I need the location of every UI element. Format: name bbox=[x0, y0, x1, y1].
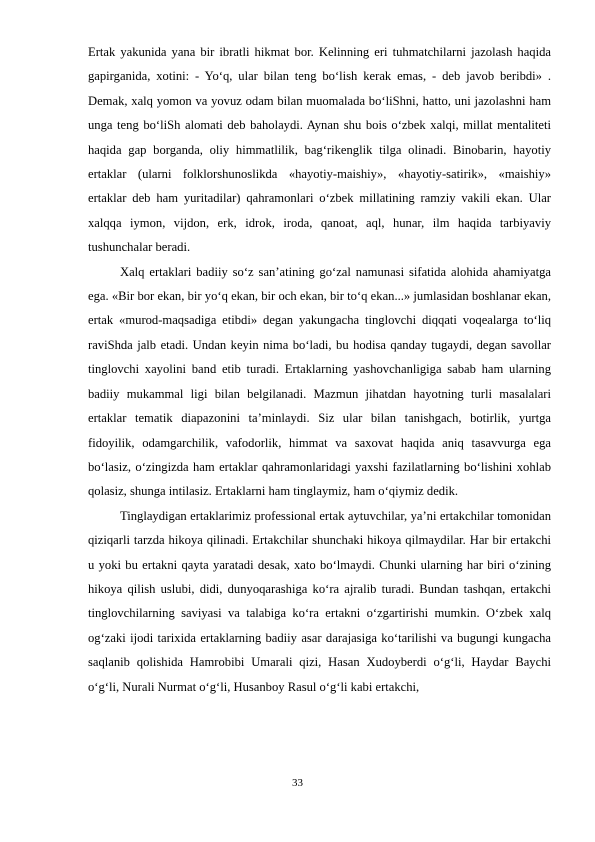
page-number: 33 bbox=[292, 777, 303, 789]
paragraph: Ertak yakunida yana bir ibratli hikmat bor. Kelinning eri tuhmatchilarni jazolash haqida gapirganida, xotini: - Yo‘q, ular bilan teng bo‘lish kerak emas, - deb javob beribdi» . Demak, xalq yomon va yovuz odam bilan muomalada bo‘liShni, hatto, uni jazolashni ham unga teng bo‘liSh alomati deb baholaydi. Aynan shu bois o‘zbek xalqi, millat mentaliteti haqida gap borganda, oliy himmatlilik, bag‘rikenglik tilga olinadi. Binobarin, hayotiy ertaklar (ularni folklorshunoslikda «hayotiy-maishiy», «hayotiy-satirik», «maishiy» ertaklar deb ham yuritadilar) qahramonlari o‘zbek millatining ramziy vakili ekan. Ular xalqqa iymon, vijdon, erk, idrok, iroda, qanoat, aql, hunar, ilm haqida tarbiyaviy tushunchalar beradi. bbox=[88, 45, 551, 255]
page-text-block bbox=[88, 40, 551, 699]
paragraph: Xalq ertaklari badiiy so‘z san’atining go‘zal namunasi sifatida alohida ahamiyatga ega. «Bir bor ekan, bir yo‘q ekan, bir och ekan, bir to‘q ekan...» jumlasidan boshlanar ekan, ertak «murod-maqsadiga etibdi» degan yakungacha tinglovchi diqqati voqealarga to‘liq raviShda jalb etadi. Undan keyin nima bo‘ladi, bu hodisa qanday tugaydi, degan savollar tinglovchi xayolini band etib turadi. Ertaklarning yashovchanligiga sabab ham ularning badiiy mukammal ligi bilan belgilanadi. Mazmun jihatdan hayotning turli masalalari ertaklar tematik diapazonini ta’minlaydi. Siz ular bilan tanishgach, botirlik, yurtga fidoyilik, odamgarchilik, vafodorlik, himmat va saxovat haqida aniq tasavvurga ega bo‘lasiz, o‘zingizda ham ertaklar qahramonlaridagi yaxshi fazilatlarning bo‘lishini xohlab qolasiz, shunga intilasiz. Ertaklarni ham tinglaymiz, ham o‘qiymiz dedik. bbox=[88, 264, 551, 499]
paragraph: Tinglaydigan ertaklarimiz professional ertak aytuvchilar, ya’ni ertakchilar tomonidan qiziqarli tarzda hikoya qilinadi. Ertakchilar shunchaki hikoya qilmaydilar. Har bir ertakchi u yoki bu ertakni qayta yaratadi desak, xato bo‘lmaydi. Chunki ularning har biri o‘zining hikoya qilish uslubi, didi, dunyoqarashiga ko‘ra ajralib turadi. Bundan tashqan, ertakchi tinglovchilarning saviyasi va talabiga ko‘ra ertakni o‘zgartirishi mumkin. O‘zbek xalq og‘zaki ijodi tarixida ertaklarning badiiy asar darajasiga ko‘tarilishi va bugungi kungacha saqlanib qolishida Hamrobibi Umarali qizi, Hasan Xudoyberdi o‘g‘li, Haydar Baychi o‘g‘li, Nurali Nurmat o‘g‘li, Husanboy Rasul o‘g‘li kabi ertakchi, bbox=[88, 508, 551, 694]
